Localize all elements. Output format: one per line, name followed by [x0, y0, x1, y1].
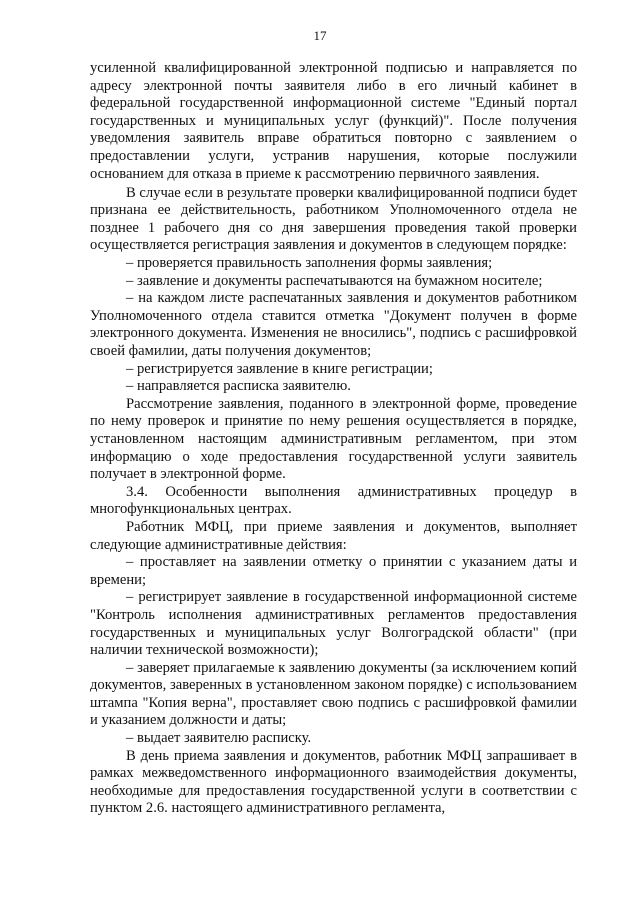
- list-item-issue-receipt: – выдает заявителю расписку.: [126, 730, 312, 747]
- paragraph-review: Рассмотрение заявления, поданного в электронной форме, проведение по нему проверок и принятие по нему решения осуществляется в порядке, установленном настоящим административным регламентом, при этом информацию о ходе предоставления государственной услуги заявитель получает в электронной форме.: [90, 395, 577, 483]
- list-item-register-system: – регистрирует заявление в государственной информационной системе "Контроль исполнения административных регламентов предоставления государственных и муниципальных услуг Волгоградской области" (при наличии технической возможности);: [90, 589, 577, 659]
- list-item-print: – заявление и документы распечатываются на бумажном носителе;: [126, 272, 543, 289]
- list-item-check-form: – проверяется правильность заполнения формы заявления;: [126, 255, 493, 272]
- list-item-mark-date: – проставляет на заявлении отметку о принятии с указанием даты и времени;: [90, 554, 577, 588]
- page-number: 17: [313, 28, 327, 43]
- section-heading-3-4: 3.4. Особенности выполнения административных процедур в многофункциональных центрах.: [90, 483, 577, 518]
- list-item-receipt: – направляется расписка заявителю.: [126, 378, 351, 395]
- paragraph-1: усиленной квалифицированной электронной подписью и направляется по адресу электронной почты заявителя либо в его личный кабинет в федеральной государственной информационной системе "Единый портал государственных и муниципальных услуг (функций)". После получения уведомления заявитель вправе обратиться повторно с заявлением о предоставлении услуги, устранив нарушения, которые послужили основанием для отказа в приеме к рассмотрению первичного заявления.: [90, 60, 577, 182]
- list-item-certify: – заверяет прилагаемые к заявлению документы (за исключением копий документов, заверенных в установленном законом порядке) с использованием штампа "Копия верна", проставляет свою подпись с расшифровкой фамилии и указанием должности и даты;: [90, 659, 577, 729]
- list-item-mark: – на каждом листе распечатанных заявления и документов работником Уполномоченного отдела ставится отметка "Документ получен в форме электронного документа. Изменения не вносились", подпись с расшифровкой своей фамилии, даты получения документов;: [90, 290, 577, 359]
- document-body: [90, 60, 577, 818]
- paragraph-request: В день приема заявления и документов, работник МФЦ запрашивает в рамках межведомственного информационного взаимодействия документы, необходимые для предоставления государственной услуги в соответствии с пунктом 2.6. настоящего административного регламента,: [90, 747, 577, 817]
- paragraph-mfc-actions: Работник МФЦ, при приеме заявления и документов, выполняет следующие административные действия:: [90, 518, 577, 553]
- paragraph-2: В случае если в результате проверки квалифицированной подписи будет признана ее действительность, работником Уполномоченного отдела не позднее 1 рабочего дня со дня завершения проведения такой проверки осуществляется регистрация заявления и документов в следующем порядке:: [90, 184, 577, 254]
- list-item-register: – регистрируется заявление в книге регистрации;: [126, 360, 433, 377]
